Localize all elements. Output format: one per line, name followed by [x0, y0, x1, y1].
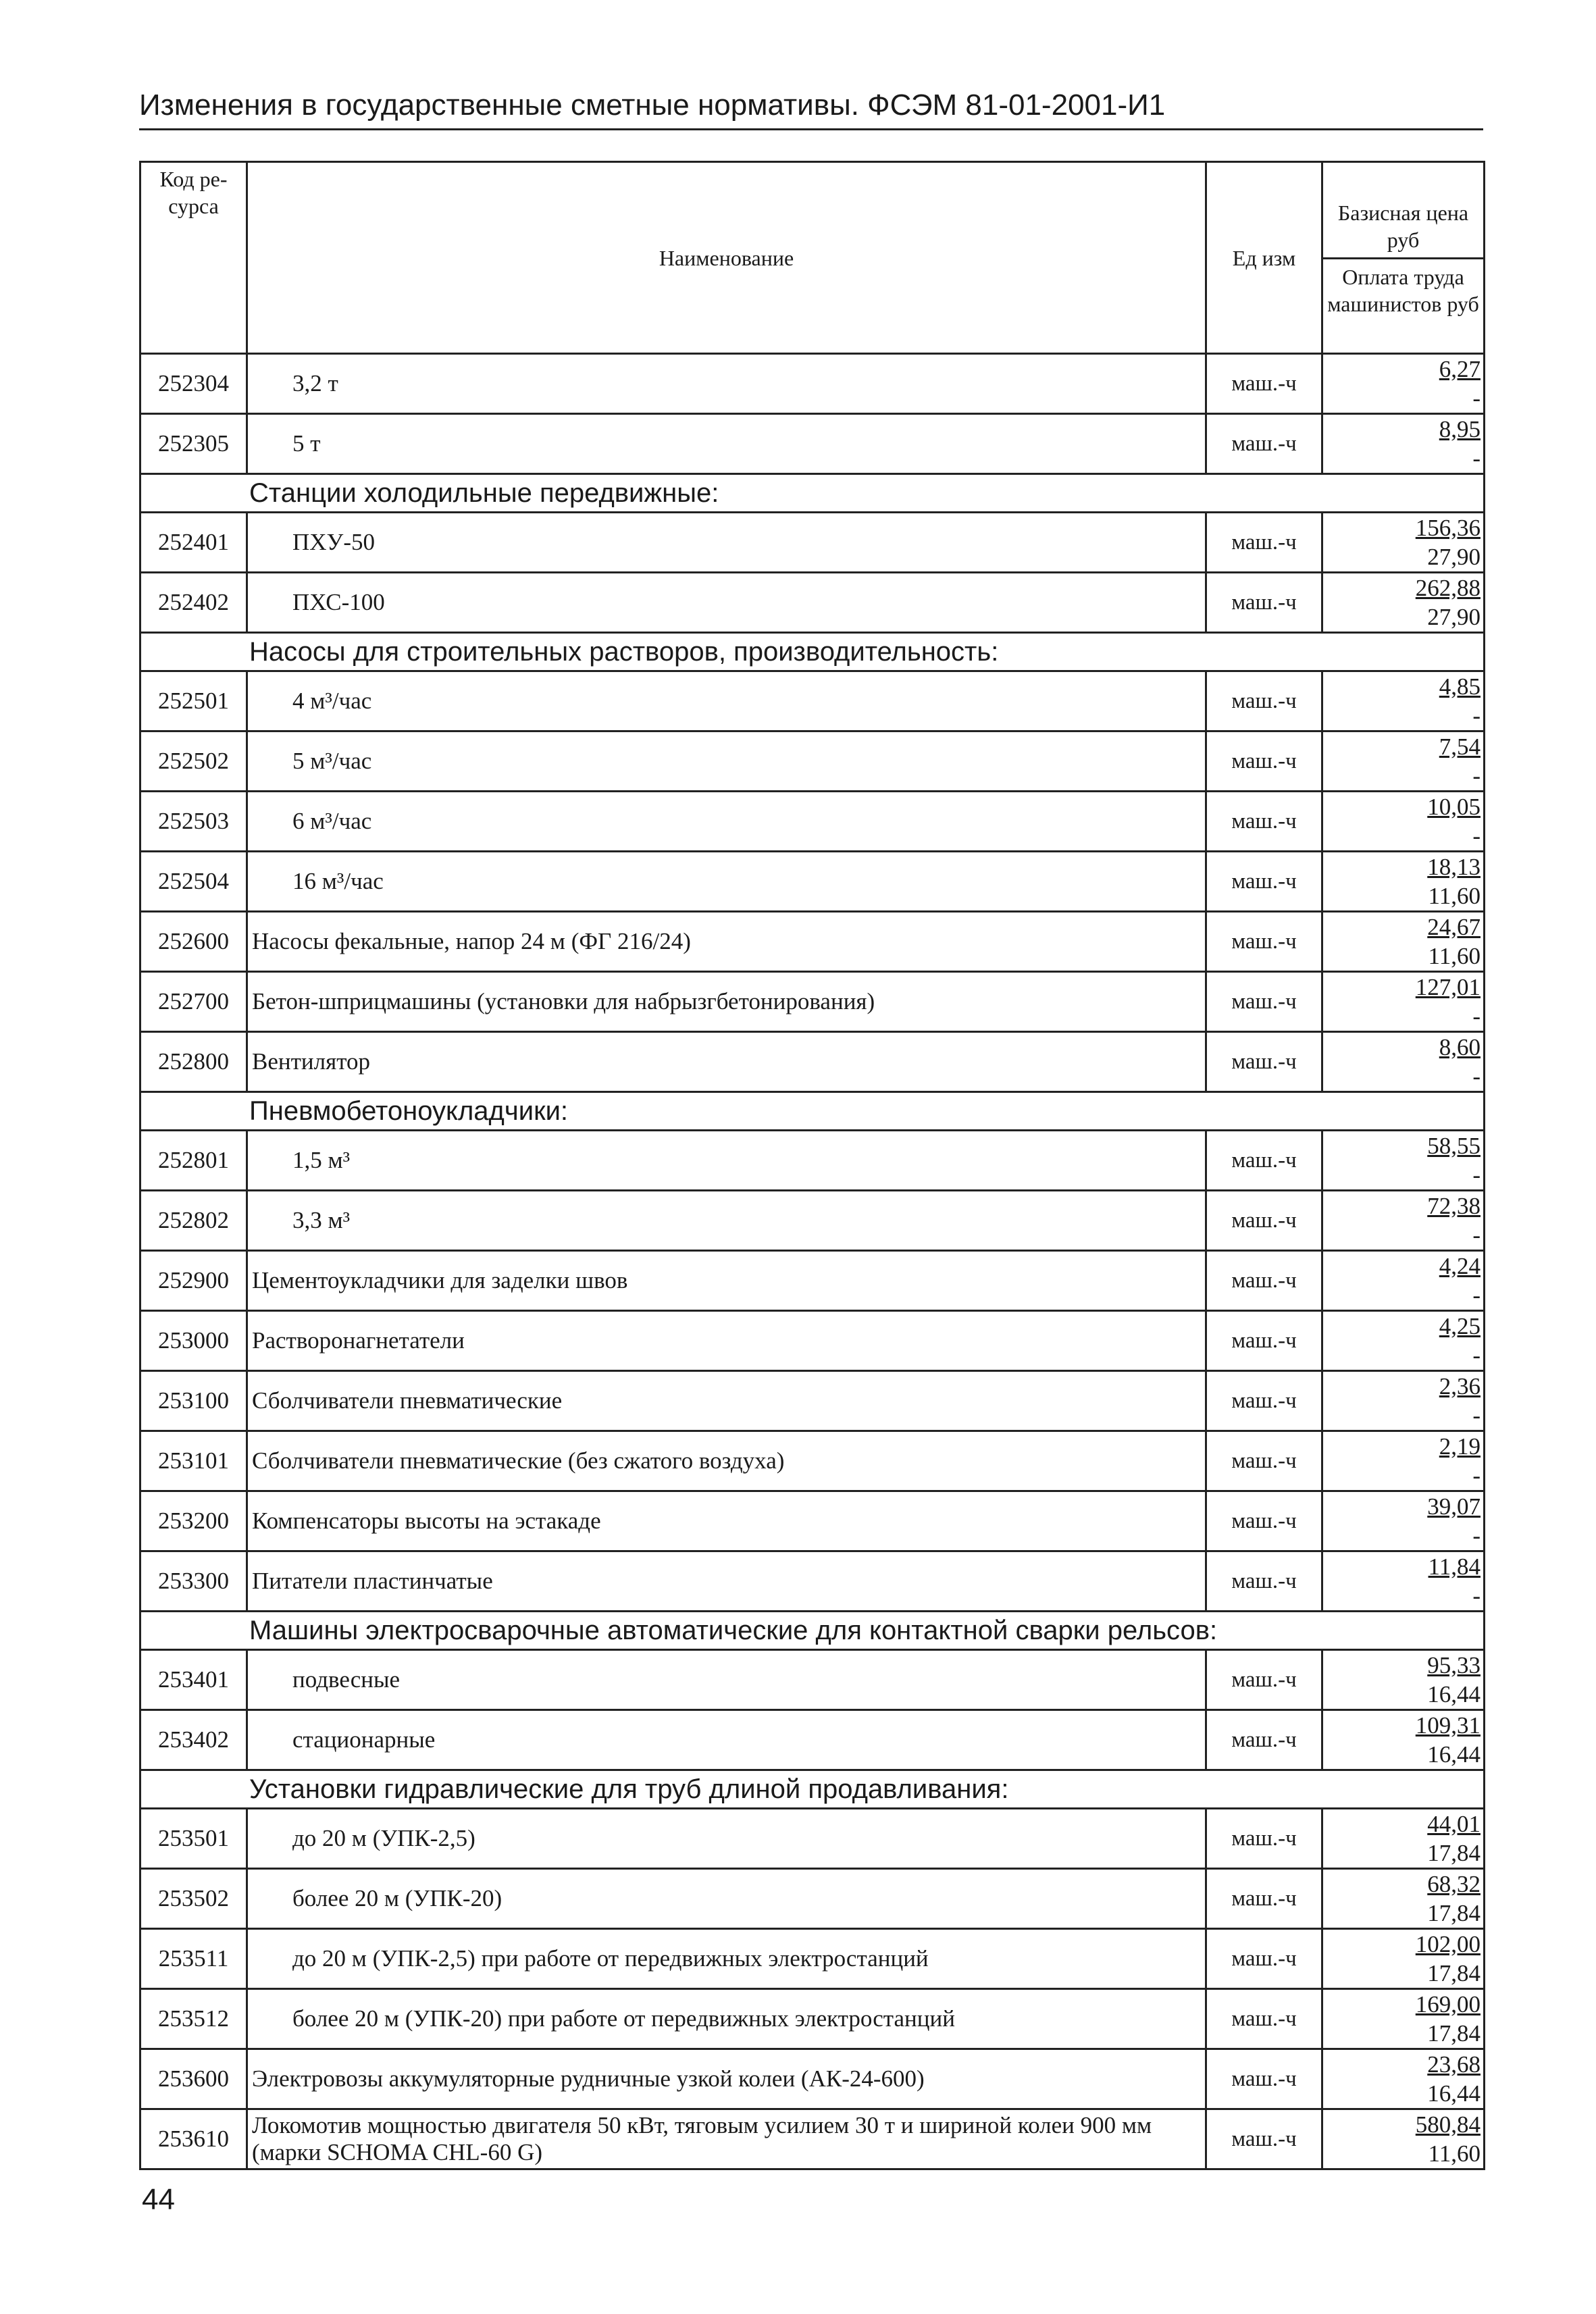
resource-name: 1,5 м³ — [247, 1131, 1206, 1191]
base-price: 11,84 — [1428, 1553, 1481, 1580]
resource-code: 253512 — [140, 1989, 247, 2049]
operator-pay: - — [1472, 763, 1481, 789]
resource-code: 252502 — [140, 731, 247, 792]
resource-name: до 20 м (УПК-2,5) при работе от передвижных электростанций — [247, 1929, 1206, 1989]
resource-unit: маш.-ч — [1206, 1191, 1322, 1251]
base-price: 2,36 — [1439, 1373, 1481, 1399]
resource-name: Цементоукладчики для заделки швов — [247, 1251, 1206, 1311]
resource-unit: маш.-ч — [1206, 671, 1322, 731]
resource-name: ПХС-100 — [247, 573, 1206, 633]
table-row — [140, 2109, 1485, 2169]
resource-code: 253101 — [140, 1431, 247, 1491]
resource-unit: маш.-ч — [1206, 1131, 1322, 1191]
resource-unit: маш.-ч — [1206, 354, 1322, 414]
resource-code: 252401 — [140, 513, 247, 573]
column-header-unit: Ед изм — [1206, 162, 1322, 354]
base-price: 18,13 — [1427, 854, 1481, 880]
resource-name: Питатели пластинчатые — [247, 1551, 1206, 1612]
resource-code: 252504 — [140, 852, 247, 912]
resource-unit: маш.-ч — [1206, 1032, 1322, 1092]
base-price: 169,00 — [1415, 1991, 1481, 2017]
operator-pay: 16,44 — [1427, 1741, 1481, 1768]
resource-name: Электровозы аккумуляторные рудничные узкой колеи (АК-24-600) — [247, 2049, 1206, 2109]
table-row — [140, 414, 1485, 474]
resource-unit: маш.-ч — [1206, 1929, 1322, 1989]
resource-unit: маш.-ч — [1206, 912, 1322, 972]
base-price: 44,01 — [1427, 1811, 1481, 1837]
table-row — [140, 1869, 1485, 1929]
resource-name: Вентилятор — [247, 1032, 1206, 1092]
resource-name: ПХУ-50 — [247, 513, 1206, 573]
resource-code: 253502 — [140, 1869, 247, 1929]
table-row — [140, 852, 1485, 912]
resource-price-table — [139, 161, 1485, 2170]
resource-name: 6 м³/час — [247, 792, 1206, 852]
column-header-base-price: Базисная цена руб — [1322, 162, 1485, 259]
resource-unit: маш.-ч — [1206, 731, 1322, 792]
group-heading-row — [140, 474, 1485, 513]
operator-pay: - — [1472, 1402, 1481, 1429]
operator-pay: 27,90 — [1427, 604, 1481, 630]
price-cell — [1322, 671, 1485, 731]
price-cell — [1322, 1809, 1485, 1869]
resource-code: 253610 — [140, 2109, 247, 2169]
operator-pay: 11,60 — [1428, 943, 1481, 969]
price-cell — [1322, 731, 1485, 792]
column-header-code: Код ре-сурса — [140, 162, 247, 354]
resource-code: 252802 — [140, 1191, 247, 1251]
base-price: 7,54 — [1439, 734, 1481, 760]
operator-pay: - — [1472, 1342, 1481, 1368]
group-heading: Пневмобетоноукладчики: — [140, 1092, 1485, 1131]
price-cell — [1322, 573, 1485, 633]
operator-pay: - — [1472, 1162, 1481, 1188]
resource-code: 253100 — [140, 1371, 247, 1431]
resource-name: 3,2 т — [247, 354, 1206, 414]
resource-unit: маш.-ч — [1206, 792, 1322, 852]
table-row — [140, 1929, 1485, 1989]
base-price: 580,84 — [1415, 2111, 1481, 2138]
resource-name: Сболчиватели пневматические — [247, 1371, 1206, 1431]
resource-code: 253000 — [140, 1311, 247, 1371]
price-cell — [1322, 1650, 1485, 1710]
resource-name: более 20 м (УПК-20) при работе от передвижных электростанций — [247, 1989, 1206, 2049]
price-cell — [1322, 1491, 1485, 1551]
resource-code: 252700 — [140, 972, 247, 1032]
operator-pay: - — [1472, 1522, 1481, 1549]
resource-code: 253300 — [140, 1551, 247, 1612]
base-price: 58,55 — [1427, 1133, 1481, 1159]
resource-unit: маш.-ч — [1206, 852, 1322, 912]
resource-code: 253600 — [140, 2049, 247, 2109]
resource-code: 252305 — [140, 414, 247, 474]
base-price: 39,07 — [1427, 1493, 1481, 1520]
operator-pay: - — [1472, 823, 1481, 849]
price-cell — [1322, 852, 1485, 912]
resource-name: 5 т — [247, 414, 1206, 474]
page-header-title: Изменения в государственные сметные нормативы. ФСЭМ 81-01-2001-И1 — [139, 88, 1166, 122]
table-row — [140, 1431, 1485, 1491]
price-cell — [1322, 1869, 1485, 1929]
table-row — [140, 731, 1485, 792]
resource-unit: маш.-ч — [1206, 972, 1322, 1032]
table-row — [140, 792, 1485, 852]
table-row — [140, 513, 1485, 573]
price-cell — [1322, 1989, 1485, 2049]
price-cell — [1322, 1371, 1485, 1431]
resource-code: 252801 — [140, 1131, 247, 1191]
table-row — [140, 1251, 1485, 1311]
resource-unit: маш.-ч — [1206, 1710, 1322, 1770]
base-price: 4,24 — [1439, 1253, 1481, 1279]
base-price: 10,05 — [1427, 794, 1481, 820]
base-price: 4,85 — [1439, 673, 1481, 700]
resource-code: 252800 — [140, 1032, 247, 1092]
table-row — [140, 972, 1485, 1032]
resource-name: Компенсаторы высоты на эстакаде — [247, 1491, 1206, 1551]
price-cell — [1322, 1251, 1485, 1311]
price-cell — [1322, 1191, 1485, 1251]
group-heading: Установки гидравлические для труб длиной продавливания: — [140, 1770, 1485, 1809]
resource-code: 253401 — [140, 1650, 247, 1710]
operator-pay: 11,60 — [1428, 2140, 1481, 2167]
price-cell — [1322, 354, 1485, 414]
price-cell — [1322, 2109, 1485, 2169]
table-row — [140, 1311, 1485, 1371]
price-cell — [1322, 972, 1485, 1032]
group-heading-row — [140, 1092, 1485, 1131]
resource-name: 3,3 м³ — [247, 1191, 1206, 1251]
table-row — [140, 354, 1485, 414]
resource-name: 5 м³/час — [247, 731, 1206, 792]
resource-unit: маш.-ч — [1206, 513, 1322, 573]
table-row — [140, 1491, 1485, 1551]
resource-code: 252304 — [140, 354, 247, 414]
resource-table-wrapper — [139, 161, 1483, 2170]
operator-pay: - — [1472, 1282, 1481, 1308]
table-row — [140, 1809, 1485, 1869]
table-row — [140, 1650, 1485, 1710]
price-cell — [1322, 1551, 1485, 1612]
resource-name: Растворонагнетатели — [247, 1311, 1206, 1371]
resource-name: более 20 м (УПК-20) — [247, 1869, 1206, 1929]
resource-name: стационарные — [247, 1710, 1206, 1770]
resource-unit: маш.-ч — [1206, 1809, 1322, 1869]
base-price: 72,38 — [1427, 1193, 1481, 1219]
resource-code: 252600 — [140, 912, 247, 972]
operator-pay: - — [1472, 702, 1481, 729]
resource-unit: маш.-ч — [1206, 1491, 1322, 1551]
base-price: 6,27 — [1439, 356, 1481, 382]
price-cell — [1322, 792, 1485, 852]
operator-pay: - — [1472, 445, 1481, 471]
group-heading-row — [140, 1770, 1485, 1809]
resource-code: 253501 — [140, 1809, 247, 1869]
resource-code: 253200 — [140, 1491, 247, 1551]
price-cell — [1322, 1929, 1485, 1989]
group-heading: Станции холодильные передвижные: — [140, 474, 1485, 513]
resource-name: Бетон-шприцмашины (установки для набрызгбетонирования) — [247, 972, 1206, 1032]
resource-code: 252900 — [140, 1251, 247, 1311]
base-price: 4,25 — [1439, 1313, 1481, 1339]
table-row — [140, 671, 1485, 731]
column-header-operator-pay: Оплата труда машинистов руб — [1322, 259, 1485, 354]
base-price: 95,33 — [1427, 1652, 1481, 1678]
resource-unit: маш.-ч — [1206, 1989, 1322, 2049]
resource-unit: маш.-ч — [1206, 1869, 1322, 1929]
resource-code: 252501 — [140, 671, 247, 731]
operator-pay: - — [1472, 1063, 1481, 1089]
base-price: 127,01 — [1415, 974, 1481, 1000]
column-header-name: Наименование — [247, 162, 1206, 354]
resource-unit: маш.-ч — [1206, 1371, 1322, 1431]
price-cell — [1322, 414, 1485, 474]
resource-unit: маш.-ч — [1206, 1311, 1322, 1371]
base-price: 262,88 — [1415, 575, 1481, 601]
resource-name: 4 м³/час — [247, 671, 1206, 731]
base-price: 102,00 — [1415, 1931, 1481, 1957]
table-row — [140, 1551, 1485, 1612]
operator-pay: - — [1472, 1583, 1481, 1609]
base-price: 156,36 — [1415, 515, 1481, 541]
group-heading: Машины электросварочные автоматические для контактной сварки рельсов: — [140, 1612, 1485, 1650]
base-price: 23,68 — [1427, 2051, 1481, 2078]
resource-unit: маш.-ч — [1206, 414, 1322, 474]
base-price: 8,95 — [1439, 416, 1481, 442]
table-row — [140, 912, 1485, 972]
group-heading: Насосы для строительных растворов, производительность: — [140, 633, 1485, 671]
operator-pay: 16,44 — [1427, 1681, 1481, 1707]
operator-pay: 17,84 — [1427, 2020, 1481, 2047]
resource-unit: маш.-ч — [1206, 1251, 1322, 1311]
resource-unit: маш.-ч — [1206, 2049, 1322, 2109]
resource-name: Локомотив мощностью двигателя 50 кВт, тяговым усилием 30 т и шириной колеи 900 мм (марки SCHOMA CHL-60 G) — [247, 2109, 1206, 2169]
table-row — [140, 1032, 1485, 1092]
table-row — [140, 1191, 1485, 1251]
resource-unit: маш.-ч — [1206, 2109, 1322, 2169]
group-heading-row — [140, 633, 1485, 671]
operator-pay: - — [1472, 1222, 1481, 1248]
resource-name: 16 м³/час — [247, 852, 1206, 912]
table-row — [140, 1710, 1485, 1770]
operator-pay: - — [1472, 1003, 1481, 1029]
price-cell — [1322, 1032, 1485, 1092]
price-cell — [1322, 2049, 1485, 2109]
resource-code: 253511 — [140, 1929, 247, 1989]
operator-pay: 16,44 — [1427, 2080, 1481, 2107]
resource-code: 252402 — [140, 573, 247, 633]
price-cell — [1322, 1710, 1485, 1770]
resource-unit: маш.-ч — [1206, 573, 1322, 633]
table-row — [140, 1371, 1485, 1431]
table-row — [140, 1989, 1485, 2049]
base-price: 2,19 — [1439, 1433, 1481, 1460]
resource-unit: маш.-ч — [1206, 1650, 1322, 1710]
base-price: 68,32 — [1427, 1871, 1481, 1897]
operator-pay: 17,84 — [1427, 1960, 1481, 1986]
price-cell — [1322, 1311, 1485, 1371]
base-price: 24,67 — [1427, 914, 1481, 940]
resource-name: до 20 м (УПК-2,5) — [247, 1809, 1206, 1869]
resource-code: 252503 — [140, 792, 247, 852]
group-heading-row — [140, 1612, 1485, 1650]
resource-code: 253402 — [140, 1710, 247, 1770]
resource-name: подвесные — [247, 1650, 1206, 1710]
operator-pay: - — [1472, 1462, 1481, 1489]
header-rule — [139, 128, 1483, 130]
operator-pay: 17,84 — [1427, 1900, 1481, 1926]
base-price: 8,60 — [1439, 1034, 1481, 1060]
table-row — [140, 573, 1485, 633]
resource-unit: маш.-ч — [1206, 1551, 1322, 1612]
operator-pay: - — [1472, 385, 1481, 411]
table-row — [140, 2049, 1485, 2109]
operator-pay: 17,84 — [1427, 1840, 1481, 1866]
table-header-row — [140, 162, 1485, 259]
resource-unit: маш.-ч — [1206, 1431, 1322, 1491]
operator-pay: 11,60 — [1428, 883, 1481, 909]
resource-name: Сболчиватели пневматические (без сжатого воздуха) — [247, 1431, 1206, 1491]
price-cell — [1322, 1431, 1485, 1491]
base-price: 109,31 — [1415, 1712, 1481, 1739]
price-cell — [1322, 513, 1485, 573]
page-number: 44 — [142, 2183, 175, 2216]
operator-pay: 27,90 — [1427, 544, 1481, 570]
resource-name: Насосы фекальные, напор 24 м (ФГ 216/24) — [247, 912, 1206, 972]
price-cell — [1322, 912, 1485, 972]
price-cell — [1322, 1131, 1485, 1191]
table-row — [140, 1131, 1485, 1191]
